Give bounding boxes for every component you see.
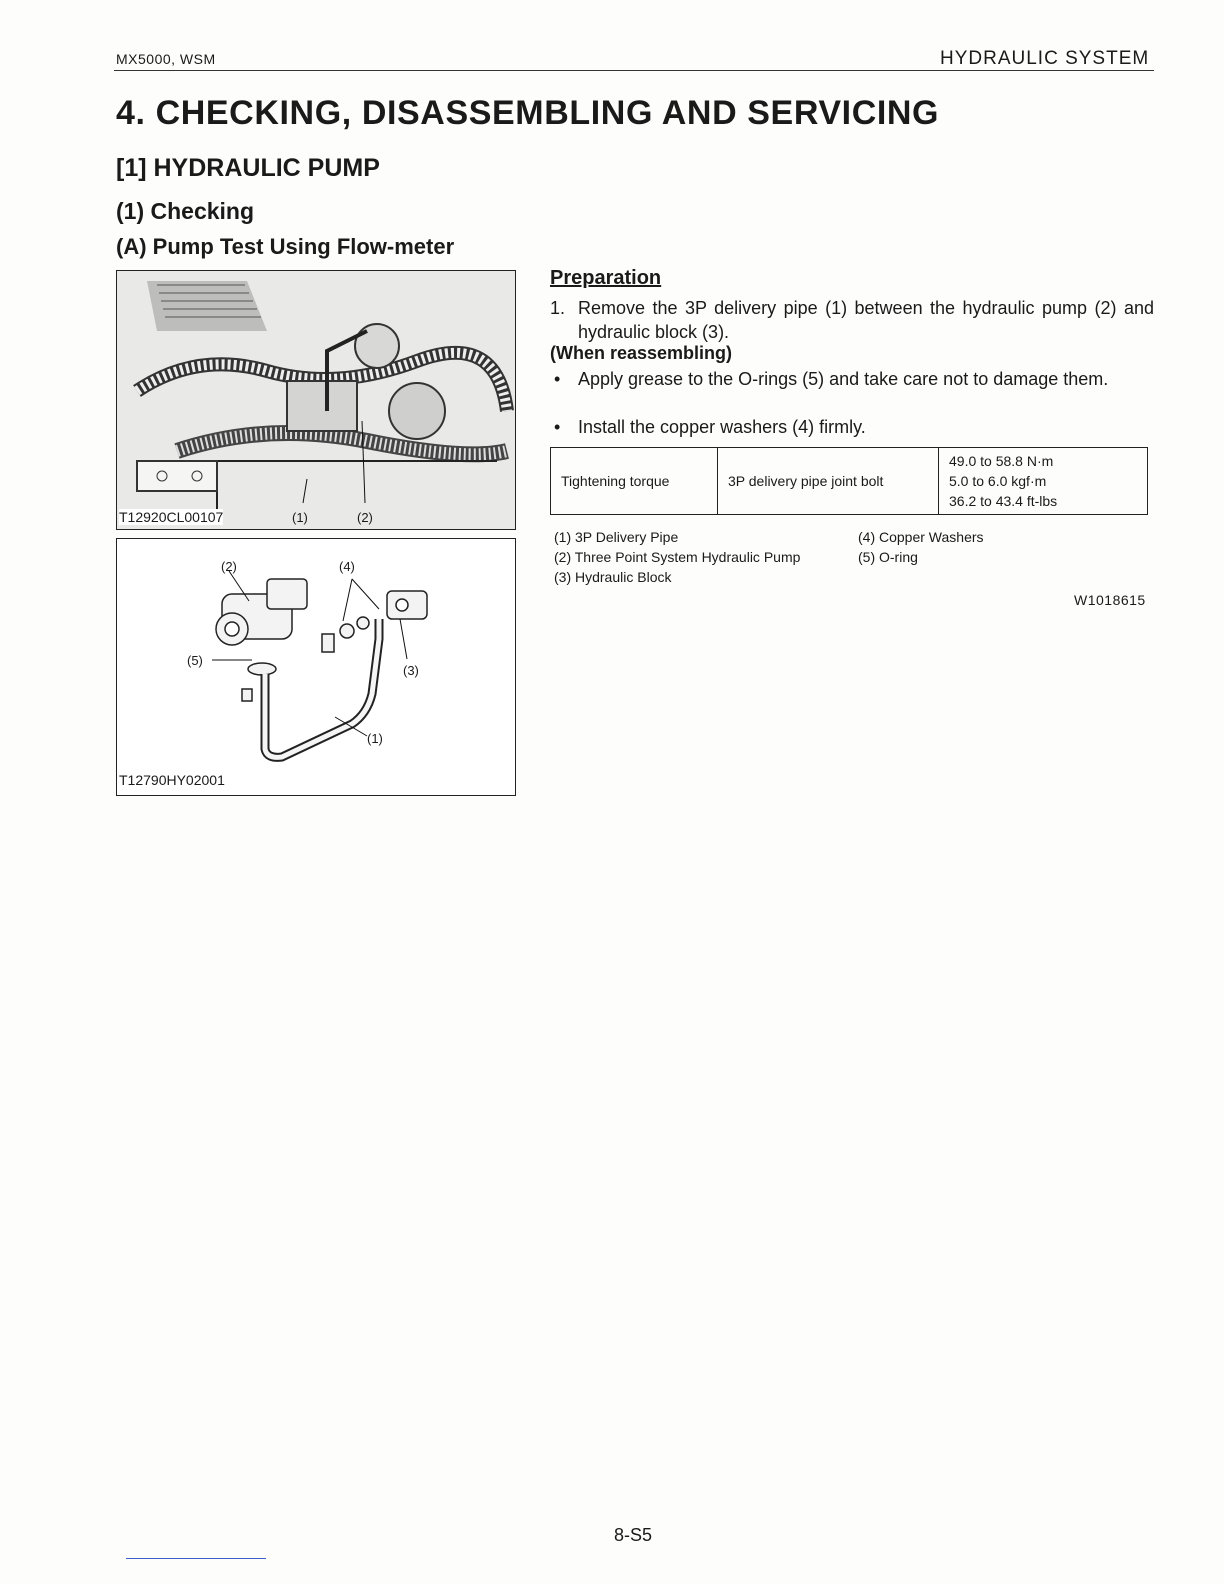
bullet-dot: • [554, 369, 561, 389]
document-code: W1018615 [1074, 592, 1146, 608]
spec-label: Tightening torque [551, 448, 718, 515]
pump-diagram-figure [116, 538, 516, 796]
bottom-callout-5: (5) [187, 653, 203, 668]
bottom-figure-code: T12790HY02001 [119, 772, 225, 788]
legend-item: (4) Copper Washers [858, 529, 984, 545]
header-rule [114, 70, 1154, 71]
spec-value-nm: 49.0 to 58.8 N·m [949, 453, 1054, 469]
spec-value-kgfm: 5.0 to 6.0 kgf·m [949, 473, 1047, 489]
engine-photo-figure [116, 270, 516, 530]
reassembling-title: (When reassembling) [550, 343, 733, 363]
bullet-text: Apply grease to the O-rings (5) and take care not to damage them. [578, 369, 1109, 389]
top-callout-1: (1) [292, 510, 308, 525]
bullet-dot: • [554, 417, 561, 437]
page-number: 8-S5 [614, 1525, 653, 1545]
checking-heading: (1) Checking [116, 198, 255, 224]
footer-rule [126, 1558, 266, 1559]
section-heading: 4. CHECKING, DISASSEMBLING AND SERVICING [116, 94, 940, 132]
legend-item: (3) Hydraulic Block [554, 569, 672, 585]
legend-item: (2) Three Point System Hydraulic Pump [554, 549, 801, 565]
bottom-callout-4: (4) [339, 559, 355, 574]
bottom-callout-1: (1) [367, 731, 383, 746]
top-callout-2: (2) [357, 510, 373, 525]
spec-item: 3P delivery pipe joint bolt [718, 448, 939, 515]
step-text: Remove the 3P delivery pipe (1) between the hydraulic pump (2) and hydraulic block (3). [578, 298, 1154, 342]
spec-value-ftlbs: 36.2 to 43.4 ft-lbs [949, 493, 1058, 509]
top-figure-code: T12920CL00107 [119, 509, 224, 525]
engine-photo-illustration [117, 271, 515, 529]
preparation-title: Preparation [550, 267, 662, 289]
preparation-step [550, 296, 1154, 344]
step-number: 1. [550, 298, 566, 318]
bottom-callout-2: (2) [221, 559, 237, 574]
legend-item: (5) O-ring [858, 549, 918, 565]
subsection-heading: [1] HYDRAULIC PUMP [116, 154, 380, 182]
pump-exploded-diagram [117, 539, 515, 795]
spec-values [939, 448, 1148, 515]
bottom-callout-3: (3) [403, 663, 419, 678]
bullet-item [550, 415, 1154, 439]
header-left: MX5000, WSM [116, 51, 216, 67]
torque-spec-table [550, 447, 1148, 515]
bullet-text: Install the copper washers (4) firmly. [578, 417, 866, 437]
bullet-item [550, 367, 1154, 391]
pump-test-heading: (A) Pump Test Using Flow-meter [116, 234, 455, 259]
header-right: HYDRAULIC SYSTEM [940, 48, 1150, 69]
legend-item: (1) 3P Delivery Pipe [554, 529, 679, 545]
